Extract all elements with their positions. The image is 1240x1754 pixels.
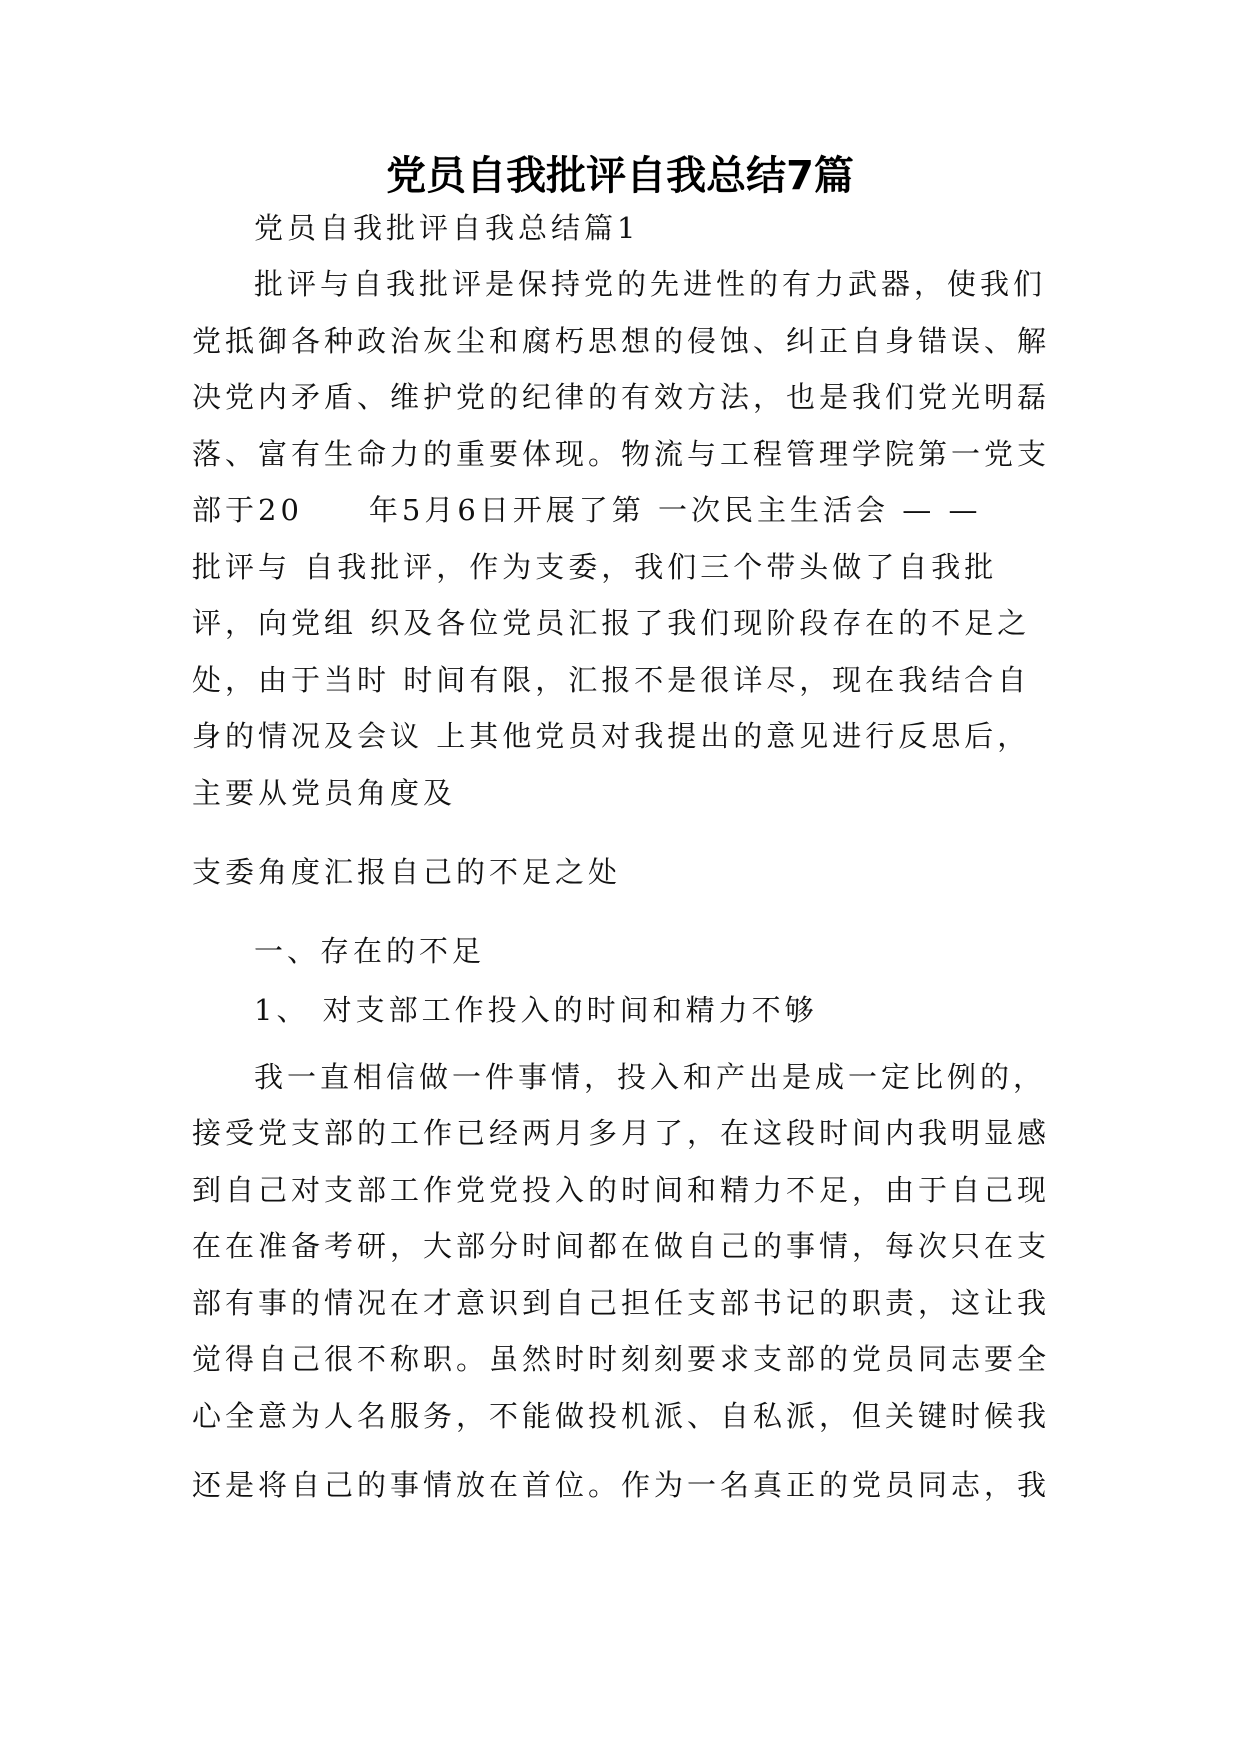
paragraph-line: 心全意为人名服务，不能做投机派、自私派，但关键时候我 <box>192 1399 1051 1433</box>
section-heading: 一、存在的不足 <box>254 934 486 968</box>
paragraph-line: 党抵御各种政治灰尘和腐朽思想的侵蚀、纠正自身错误、解 <box>192 324 1051 358</box>
paragraph-line: 接受党支部的工作已经两月多月了，在这段时间内我明显感 <box>192 1116 1051 1150</box>
paragraph-line: 决党内矛盾、维护党的纪律的有效方法，也是我们党光明磊 <box>192 380 1051 414</box>
paragraph-line: 身的情况及会议 上其他党员对我提出的意见进行反思后， <box>192 719 1031 753</box>
subsection-heading: 1、 对支部工作投入的时间和精力不够 <box>254 993 818 1027</box>
paragraph-line: 觉得自己很不称职。虽然时时刻刻要求支部的党员同志要全 <box>192 1342 1051 1376</box>
paragraph-line: 还是将自己的事情放在首位。作为一名真正的党员同志，我 <box>192 1468 1051 1502</box>
paragraph-line: 主要从党员角度及 <box>192 776 457 810</box>
paragraph-line: 落、富有生命力的重要体现。物流与工程管理学院第一党支 <box>192 437 1051 471</box>
paragraph-line: 批评与 自我批评，作为支委，我们三个带头做了自我批 <box>192 550 998 584</box>
section-heading: 党员自我批评自我总结篇1 <box>254 211 640 245</box>
paragraph-line: 批评与自我批评是保持党的先进性的有力武器，使我们 <box>254 267 1047 301</box>
paragraph-line: 在在准备考研，大部分时间都在做自己的事情，每次只在支 <box>192 1229 1051 1263</box>
paragraph-line: 支委角度汇报自己的不足之处 <box>192 855 622 889</box>
paragraph-line: 评，向党组 织及各位党员汇报了我们现阶段存在的不足之 <box>192 606 1031 640</box>
paragraph-line: 到自己对支部工作党党投入的时间和精力不足，由于自己现 <box>192 1173 1051 1207</box>
paragraph-line: 处，由于当时 时间有限，汇报不是很详尽，现在我结合自 <box>192 663 1031 697</box>
paragraph-line: 我一直相信做一件事情，投入和产出是成一定比例的， <box>254 1060 1047 1094</box>
document-title: 党员自我批评自我总结7篇 <box>386 153 854 199</box>
paragraph-line: 部有事的情况在才意识到自己担任支部书记的职责，这让我 <box>192 1286 1051 1320</box>
paragraph-line: 部于20 年5月6日开展了第 一次民主生活会 — — <box>192 493 982 527</box>
